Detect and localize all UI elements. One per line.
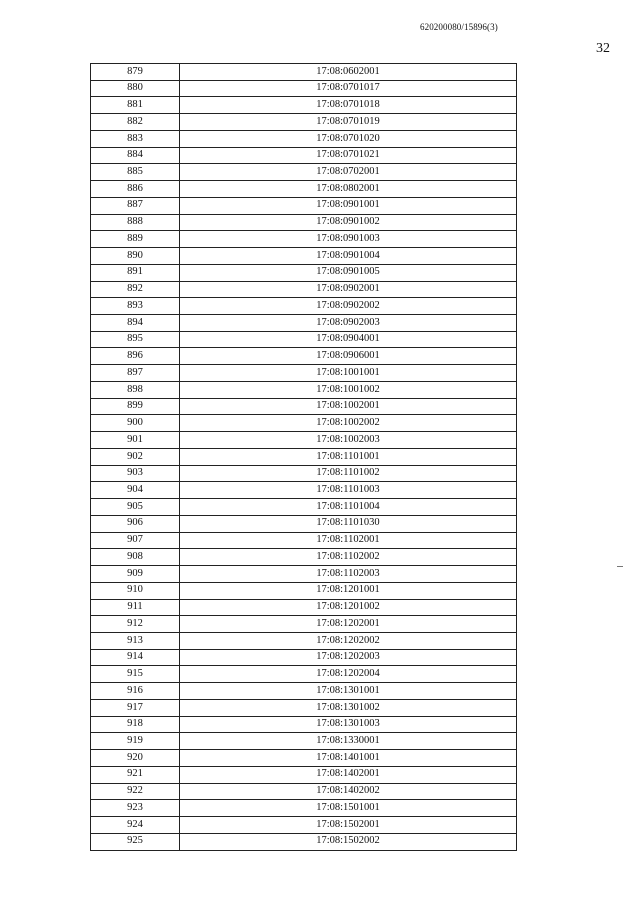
cadastral-code-cell: 17:08:0901004 [180,248,517,265]
cadastral-code-cell: 17:08:0902003 [180,315,517,332]
row-number-cell: 911 [91,599,180,616]
cadastral-table [90,63,517,851]
cadastral-code-cell: 17:08:1101002 [180,465,517,482]
cadastral-code-cell: 17:08:1201001 [180,582,517,599]
row-number-cell: 885 [91,164,180,181]
cadastral-code-cell: 17:08:0901001 [180,197,517,214]
cadastral-code-cell: 17:08:0901002 [180,214,517,231]
cadastral-code-cell: 17:08:0701018 [180,97,517,114]
table-row [91,532,517,549]
row-number-cell: 883 [91,130,180,147]
cadastral-code-cell: 17:08:0901003 [180,231,517,248]
cadastral-code-cell: 17:08:1301002 [180,699,517,716]
cadastral-code-cell: 17:08:0802001 [180,181,517,198]
row-number-cell: 880 [91,80,180,97]
table-row [91,599,517,616]
row-number-cell: 925 [91,833,180,850]
table-row [91,248,517,265]
cadastral-code-cell: 17:08:0906001 [180,348,517,365]
cadastral-code-cell: 17:08:0702001 [180,164,517,181]
document-id: 620200080/15896(3) [420,22,498,32]
table-row [91,197,517,214]
table-row [91,97,517,114]
cadastral-code-cell: 17:08:1002001 [180,398,517,415]
cadastral-code-cell: 17:08:1202003 [180,649,517,666]
table-row [91,448,517,465]
cadastral-code-cell: 17:08:1101001 [180,448,517,465]
table-row [91,499,517,516]
cadastral-code-cell: 17:08:1502002 [180,833,517,850]
cadastral-code-cell: 17:08:1402001 [180,766,517,783]
row-number-cell: 887 [91,197,180,214]
row-number-cell: 893 [91,298,180,315]
cadastral-code-cell: 17:08:1301003 [180,716,517,733]
table-row [91,231,517,248]
table-row [91,298,517,315]
table-row [91,783,517,800]
table-row [91,817,517,834]
table-row [91,566,517,583]
row-number-cell: 923 [91,800,180,817]
cadastral-code-cell: 17:08:0904001 [180,331,517,348]
row-number-cell: 913 [91,632,180,649]
row-number-cell: 917 [91,699,180,716]
cadastral-code-cell: 17:08:1101004 [180,499,517,516]
table-row [91,130,517,147]
table-row [91,164,517,181]
table-row [91,666,517,683]
cadastral-code-cell: 17:08:1002003 [180,432,517,449]
row-number-cell: 904 [91,482,180,499]
cadastral-code-cell: 17:08:0701019 [180,114,517,131]
row-number-cell: 920 [91,750,180,767]
cadastral-code-cell: 17:08:1502001 [180,817,517,834]
row-number-cell: 915 [91,666,180,683]
table-row [91,482,517,499]
row-number-cell: 909 [91,566,180,583]
table-row [91,649,517,666]
row-number-cell: 895 [91,331,180,348]
row-number-cell: 900 [91,415,180,432]
cadastral-code-cell: 17:08:0902001 [180,281,517,298]
table-row [91,616,517,633]
row-number-cell: 902 [91,448,180,465]
cadastral-code-cell: 17:08:1330001 [180,733,517,750]
cadastral-code-cell: 17:08:1501001 [180,800,517,817]
table-row [91,147,517,164]
row-number-cell: 896 [91,348,180,365]
cadastral-code-cell: 17:08:0602001 [180,64,517,81]
row-number-cell: 905 [91,499,180,516]
table-row [91,432,517,449]
table-row [91,582,517,599]
cadastral-code-cell: 17:08:1002002 [180,415,517,432]
table-row [91,716,517,733]
row-number-cell: 901 [91,432,180,449]
row-number-cell: 897 [91,365,180,382]
cadastral-code-cell: 17:08:1202001 [180,616,517,633]
table-row [91,415,517,432]
row-number-cell: 886 [91,181,180,198]
cadastral-code-cell: 17:08:1102002 [180,549,517,566]
table-row [91,348,517,365]
table-row [91,214,517,231]
cadastral-code-cell: 17:08:1402002 [180,783,517,800]
row-number-cell: 879 [91,64,180,81]
cadastral-code-cell: 17:08:1202002 [180,632,517,649]
row-number-cell: 922 [91,783,180,800]
table-row [91,398,517,415]
cadastral-code-cell: 17:08:1102001 [180,532,517,549]
row-number-cell: 899 [91,398,180,415]
row-number-cell: 890 [91,248,180,265]
table-row [91,281,517,298]
cadastral-code-cell: 17:08:0701021 [180,147,517,164]
row-number-cell: 916 [91,683,180,700]
row-number-cell: 907 [91,532,180,549]
table-row [91,365,517,382]
row-number-cell: 888 [91,214,180,231]
cadastral-code-cell: 17:08:1101030 [180,515,517,532]
cadastral-code-cell: 17:08:0701017 [180,80,517,97]
table-row [91,515,517,532]
row-number-cell: 924 [91,817,180,834]
row-number-cell: 891 [91,264,180,281]
margin-mark [617,566,623,567]
row-number-cell: 919 [91,733,180,750]
cadastral-code-cell: 17:08:1101003 [180,482,517,499]
row-number-cell: 914 [91,649,180,666]
cadastral-code-cell: 17:08:0901005 [180,264,517,281]
table-row [91,80,517,97]
row-number-cell: 906 [91,515,180,532]
row-number-cell: 903 [91,465,180,482]
table-row [91,465,517,482]
table-row [91,315,517,332]
cadastral-code-cell: 17:08:1001001 [180,365,517,382]
cadastral-code-cell: 17:08:1201002 [180,599,517,616]
table-row [91,181,517,198]
table-row [91,683,517,700]
page-number: 32 [596,41,610,56]
table-row [91,699,517,716]
table-row [91,800,517,817]
cadastral-code-cell: 17:08:1102003 [180,566,517,583]
table-row [91,733,517,750]
row-number-cell: 889 [91,231,180,248]
row-number-cell: 894 [91,315,180,332]
row-number-cell: 884 [91,147,180,164]
table-row [91,632,517,649]
row-number-cell: 892 [91,281,180,298]
row-number-cell: 882 [91,114,180,131]
table-row [91,549,517,566]
table-row [91,114,517,131]
table-body [91,64,517,851]
row-number-cell: 912 [91,616,180,633]
row-number-cell: 921 [91,766,180,783]
row-number-cell: 910 [91,582,180,599]
table-row [91,331,517,348]
cadastral-code-cell: 17:08:1401001 [180,750,517,767]
cadastral-code-cell: 17:08:1301001 [180,683,517,700]
row-number-cell: 898 [91,381,180,398]
table-row [91,833,517,850]
table-row [91,750,517,767]
cadastral-code-cell: 17:08:0902002 [180,298,517,315]
table-row [91,766,517,783]
row-number-cell: 918 [91,716,180,733]
row-number-cell: 908 [91,549,180,566]
cadastral-code-cell: 17:08:1001002 [180,381,517,398]
table-row [91,264,517,281]
cadastral-code-cell: 17:08:0701020 [180,130,517,147]
cadastral-code-cell: 17:08:1202004 [180,666,517,683]
table-row [91,64,517,81]
table-row [91,381,517,398]
row-number-cell: 881 [91,97,180,114]
